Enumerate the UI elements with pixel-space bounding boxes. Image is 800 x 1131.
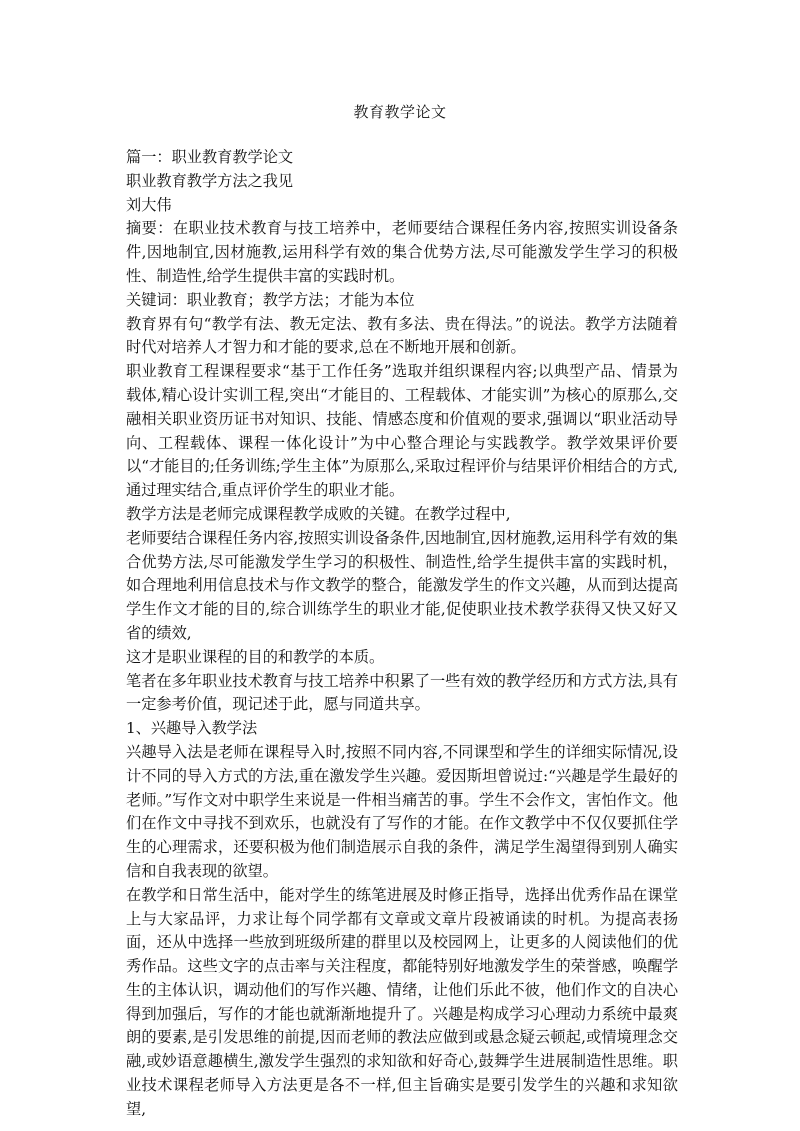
body-paragraph: 兴趣导入法是老师在课程导入时,按照不同内容,不同课型和学生的详细实际情况,设计不同的导入方式的方法,重在激发学生兴趣。爱因斯坦曾说过:“兴趣是学生最好的老师。”写作文对中职学生来说是一件相当痛苦的事。学生不会作文，害怕作文。他们在作文中寻找不到欢乐，也就没有了写作的才能。在作文教学中不仅仅要抓住学生的心理需求，还要积极为他们制造展示自我的条件，满足学生渴望得到别人确实信和自我表现的欲望。 — [126, 742, 678, 880]
body-paragraph: 老师要结合课程任务内容,按照实训设备条件,因地制宜,因材施教,运用科学有效的集合优势方法,尽可能激发学生学习的积极性、制造性,给学生提供丰富的实践时机，如合理地利用信息技术与作文教学的整合，能激发学生的作文兴趣，从而到达提高学生作文才能的目的,综合训练学生的职业才能,促使职业技术教学获得又快又好又省的绩效, — [126, 528, 678, 642]
body-paragraph: 职业教育工程课程要求“基于工作任务”选取并组织课程内容;以典型产品、情景为载体,精心设计实训工程,突出“才能目的、工程载体、才能实训”为核心的原那么,交融相关职业资历证书对知识、技能、情感态度和价值观的要求,强调以“职业活动导向、工程载体、课程一体化设计”为中心整合理论与实践教学。教学效果评价要以“才能目的;任务训练;学生主体”为原那么,采取过程评价与结果评价相结合的方式,通过理实结合,重点评价学生的职业才能。 — [126, 362, 678, 500]
article-title: 职业教育教学方法之我见 — [126, 171, 294, 190]
abstract-paragraph: 摘要：在职业技术教育与技工培养中，老师要结合课程任务内容,按照实训设备条件,因地制宜,因材施教,运用科学有效的集合优势方法,尽可能激发学生学习的积极性、制造性,给学生提供丰富的实践时机。 — [126, 219, 678, 285]
body-paragraph: 这才是职业课程的目的和教学的本质。 — [126, 647, 385, 666]
body-paragraph: 教育界有句“教学有法、教无定法、教有多法、贵在得法。”的说法。教学方法随着时代对培养人才智力和才能的要求,总在不断地开展和创新。 — [126, 314, 678, 357]
author-name: 刘大伟 — [126, 195, 172, 214]
body-paragraph: 笔者在多年职业技术教育与技工培养中积累了一些有效的教学经历和方式方法,具有一定参考价值，现记述于此，愿与同道共享。 — [126, 671, 678, 714]
document-title: 教育教学论文 — [353, 103, 447, 121]
document-body — [126, 146, 678, 1122]
section-heading: 篇一：职业教育教学论文 — [126, 148, 294, 166]
body-paragraph: 教学方法是老师完成课程教学成败的关键。在教学过程中, — [126, 504, 511, 523]
subsection-heading: 1、兴趣导入教学法 — [126, 719, 258, 738]
keywords-line: 关键词：职业教育；教学方法；才能为本位 — [126, 290, 415, 309]
body-paragraph: 在教学和日常生活中，能对学生的练笔进展及时修正指导，选择出优秀作品在课堂上与大家品评，力求让每个同学都有文章或文章片段被诵读的时机。为提高表扬面，还从中选择一些放到班级所建的群里以及校园网上，让更多的人阅读他们的优秀作品。这些文字的点击率与关注程度，都能特别好地激发学生的荣誉感，唤醒学生的主体认识，调动他们的写作兴趣、情绪，让他们乐此不彼，他们作文的自决心得到加强后，写作的才能也就渐渐地提升了。兴趣是构成学习心理动力系统中最爽朗的要素,是引发思维的前提,因而老师的教法应做到或悬念疑云顿起,或情境理念交融,或妙语意趣横生,激发学生强烈的求知欲和好奇心,鼓舞学生进展制造性思维。职业技术课程老师导入方法更是各不一样,但主旨确实是要引发学生的兴趣和求知欲望, — [126, 885, 678, 1118]
